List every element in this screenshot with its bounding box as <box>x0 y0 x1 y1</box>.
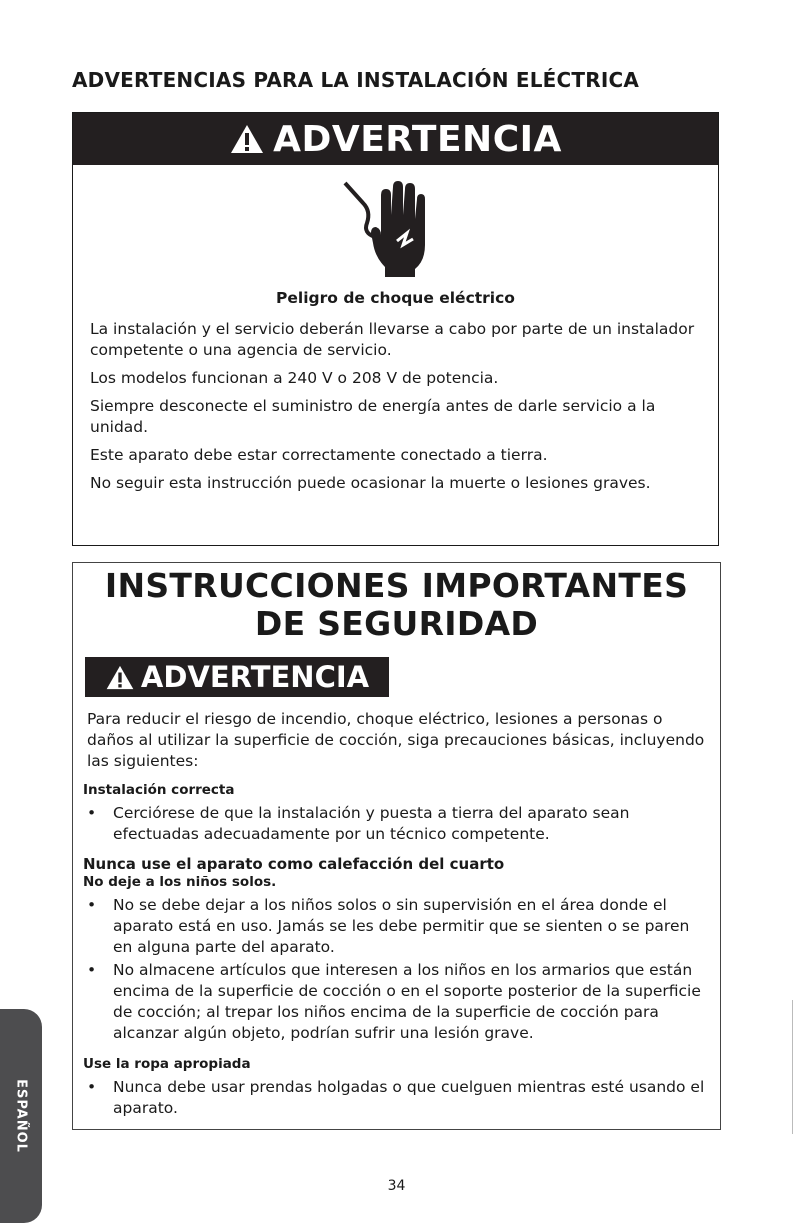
bullet-item: • Nunca debe usar prendas holgadas o que cuelguen mientras esté usando el aparato. <box>83 1077 712 1119</box>
warning-banner-text: ADVERTENCIA <box>140 660 370 694</box>
warning-paragraph: Este aparato debe estar correctamente conectado a tierra. <box>90 446 548 464</box>
section-clothing <box>83 1055 712 1121</box>
warning-paragraph: La instalación y el servicio deberán llevarse a cabo por parte de un instalador competente o una agencia de servicio. <box>90 320 695 359</box>
bullet-list <box>83 895 712 1044</box>
section-subheading: No deje a los niños solos. <box>83 874 277 890</box>
section-heading: Use la ropa apropiada <box>83 1056 251 1072</box>
bullet-item: • Cerciórese de que la instalación y puesta a tierra del aparato sean efectuadas adecuadamente por un técnico competente. <box>83 803 712 845</box>
warning-banner <box>73 113 718 165</box>
safety-heading-line: DE SEGURIDAD <box>254 604 539 643</box>
bullet-item: • No se debe dejar a los niños solos o sin supervisión en el área donde el aparato está en uso. Jamás se les debe permitir que se sienten o se paren en alguna parte del aparato. <box>83 895 712 958</box>
electrical-warning-box <box>72 112 719 546</box>
bullet-item: • No almacene artículos que interesen a los niños en los armarios que están encima de la superficie de cocción o en el soporte posterior de la superficie de cocción; al trepar los niños encima de la superficie de cocción para alcanzar algún objeto, podrían sufrir una lesión grave. <box>83 960 712 1044</box>
section-heading: Nunca use el aparato como calefacción del cuarto <box>83 855 505 873</box>
safety-instructions-box <box>72 562 721 1130</box>
electric-shock-hand-icon <box>341 181 427 277</box>
warning-text <box>90 319 704 501</box>
intro-text: Para reducir el riesgo de incendio, choque eléctrico, lesiones a personas o daños al utilizar la superficie de cocción, siga precauciones básicas, incluyendo las siguientes: <box>87 710 705 770</box>
language-label: ESPAÑOL <box>13 1079 29 1153</box>
bullet-list <box>83 803 712 845</box>
page-title: ADVERTENCIAS PARA LA INSTALACIÓN ELÉCTRICA <box>72 68 640 92</box>
section-heading: Instalación correcta <box>83 782 235 798</box>
page-number: 34 <box>387 1178 406 1194</box>
safety-heading <box>73 567 720 643</box>
section-children <box>83 855 712 1046</box>
safety-heading-line: INSTRUCCIONES IMPORTANTES <box>104 566 689 605</box>
section-installation <box>83 781 712 847</box>
warning-triangle-icon <box>229 123 265 155</box>
warning-paragraph: No seguir esta instrucción puede ocasionar la muerte o lesiones graves. <box>90 474 651 492</box>
warning-banner-text: ADVERTENCIA <box>273 118 562 160</box>
bullet-list <box>83 1077 712 1119</box>
warning-paragraph: Siempre desconecte el suministro de energía antes de darle servicio a la unidad. <box>90 397 656 436</box>
warning-banner <box>85 657 389 697</box>
warning-triangle-icon <box>105 664 135 691</box>
hazard-title: Peligro de choque eléctrico <box>276 289 515 307</box>
warning-paragraph: Los modelos funcionan a 240 V o 208 V de potencia. <box>90 369 499 387</box>
